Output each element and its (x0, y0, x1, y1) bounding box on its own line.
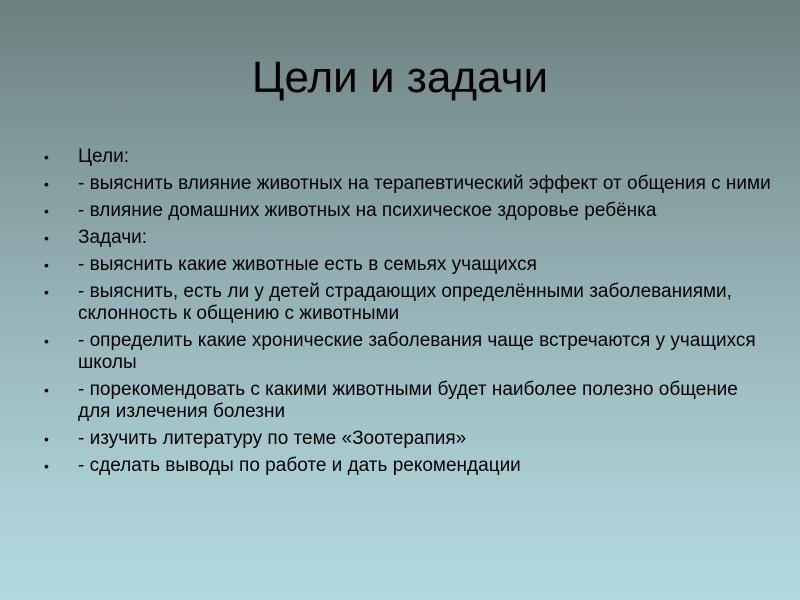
bullet-text: - определить какие хронические заболевания чаще встречаются у учащихся школы (78, 330, 756, 373)
bullet-dot-icon: • (44, 458, 49, 474)
bullet-dot-icon: • (44, 284, 49, 300)
bullet-text: - порекомендовать с какими животными будет наиболее полезно общение для излечения болезни (78, 379, 738, 422)
bullet-text: - изучить литературу по теме «Зоотерапия» (78, 428, 467, 449)
bullet-list (42, 146, 772, 482)
bullet-item (42, 455, 772, 477)
bullet-text: - сделать выводы по работе и дать рекомендации (78, 455, 521, 476)
bullet-text: - выяснить какие животные есть в семьях учащихся (78, 254, 537, 275)
bullet-text: Цели: (78, 146, 129, 167)
bullet-text: - выяснить влияние животных на терапевтический эффект от общения с ними (78, 173, 771, 194)
bullet-item (42, 379, 772, 423)
bullet-item (42, 173, 772, 195)
bullet-item (42, 200, 772, 222)
bullet-item (42, 227, 772, 249)
bullet-item (42, 254, 772, 276)
bullet-dot-icon: • (44, 149, 49, 165)
bullet-item (42, 428, 772, 450)
bullet-dot-icon: • (44, 382, 49, 398)
bullet-item (42, 281, 772, 325)
bullet-dot-icon: • (44, 431, 49, 447)
bullet-dot-icon: • (44, 333, 49, 349)
bullet-dot-icon: • (44, 176, 49, 192)
bullet-dot-icon: • (44, 230, 49, 246)
bullet-item (42, 330, 772, 374)
slide-title: Цели и задачи (251, 53, 549, 102)
bullet-text: Задачи: (78, 227, 148, 248)
bullet-dot-icon: • (44, 203, 49, 219)
bullet-text: - выяснить, есть ли у детей страдающих определёнными заболеваниями, склонность к общению с животными (78, 281, 732, 324)
bullet-text: - влияние домашних животных на психическое здоровье ребёнка (78, 200, 657, 221)
bullet-dot-icon: • (44, 257, 49, 273)
bullet-item (42, 146, 772, 168)
